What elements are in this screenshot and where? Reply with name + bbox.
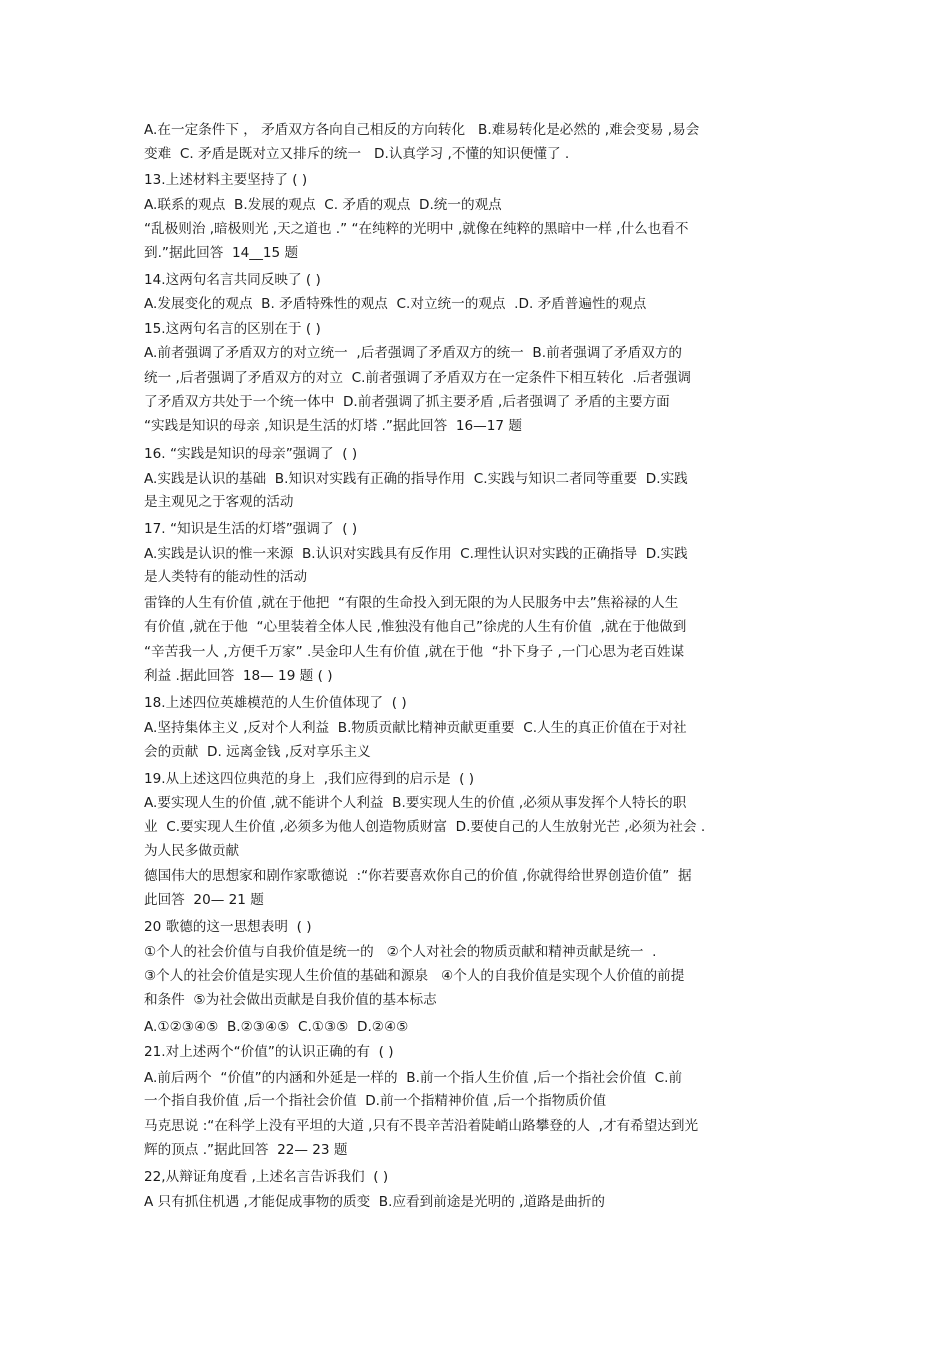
text-line: ③个人的社会价值是实现人生价值的基础和源泉 ④个人的自我价值是实现个人价值的前提 [144, 968, 685, 984]
text-line: A.实践是认识的基础 B.知识对实践有正确的指导作用 C.实践与知识二者同等重要 D.实践 [144, 471, 688, 487]
text-line: 和条件 ⑤为社会做出贡献是自我价值的基本标志 [144, 992, 437, 1008]
text-line: “辛苦我一人 ,方便千万家” .吴金印人生有价值 ,就在于他 “扑下身子 ,一门心思为老百姓谋 [144, 644, 685, 660]
text-line: 为人民多做贡献 [144, 843, 240, 859]
question-22: 22,从辩证角度看 ,上述名言告诉我们 ( ) [144, 1169, 389, 1185]
question-15: 15.这两句名言的区别在于 ( ) [144, 321, 321, 337]
text-line: A.联系的观点 B.发展的观点 C. 矛盾的观点 D.统一的观点 [144, 197, 502, 213]
text-line: A.在一定条件下 ， 矛盾双方各向自己相反的方向转化 B.难易转化是必然的 ,难会变易 ,易会 [144, 122, 700, 138]
question-21: 21.对上述两个“价值”的认识正确的有 ( ) [144, 1044, 394, 1060]
text-line: A.坚持集体主义 ,反对个人利益 B.物质贡献比精神贡献更重要 C.人生的真正价值在于对社 [144, 720, 687, 736]
text-line: 统一 ,后者强调了矛盾双方的对立 C.前者强调了矛盾双方在一定条件下相互转化 .后者强调 [144, 370, 692, 386]
text-line: A.前后两个 “价值”的内涵和外延是一样的 B.前一个指人生价值 ,后一个指社会价值 C.前 [144, 1070, 683, 1086]
question-17: 17. “知识是生活的灯塔”强调了 ( ) [144, 521, 358, 537]
text-line: A.发展变化的观点 B. 矛盾特殊性的观点 C.对立统一的观点 .D. 矛盾普遍性的观点 [144, 296, 647, 312]
text-line: 到.”据此回答 14__15 题 [144, 245, 299, 261]
text-line: 辉的顶点 .”据此回答 22— 23 题 [144, 1142, 348, 1158]
text-line: 会的贡献 D. 远离金钱 ,反对享乐主义 [144, 744, 371, 760]
text-line: A.实践是认识的惟一来源 B.认识对实践具有反作用 C.理性认识对实践的正确指导 D.实践 [144, 546, 688, 562]
text-line: 有价值 ,就在于他 “心里装着全体人民 ,惟独没有他自己”徐虎的人生有价值 ,就在于他做到 [144, 619, 687, 635]
question-20: 20 歌德的这一思想表明 ( ) [144, 919, 312, 935]
question-19: 19.从上述这四位典范的身上 ,我们应得到的启示是 ( ) [144, 771, 475, 787]
text-line: 德国伟大的思想家和剧作家歌德说 :“你若要喜欢你自己的价值 ,你就得给世界创造价值” 据 [144, 868, 692, 884]
text-line: 马克思说 :“在科学上没有平坦的大道 ,只有不畏辛苦沿着陡峭山路攀登的人 ,才有希望达到光 [144, 1118, 699, 1134]
text-line: 是主观见之于客观的活动 [144, 494, 294, 510]
question-13: 13.上述材料主要坚持了 ( ) [144, 172, 308, 188]
text-line: A 只有抓住机遇 ,才能促成事物的质变 B.应看到前途是光明的 ,道路是曲折的 [144, 1194, 606, 1210]
text-line: ①个人的社会价值与自我价值是统一的 ②个人对社会的物质贡献和精神贡献是统一 . [144, 944, 657, 960]
text-line: 了矛盾双方共处于一个统一体中 D.前者强调了抓主要矛盾 ,后者强调了 矛盾的主要方面 [144, 394, 670, 410]
text-line: 变难 C. 矛盾是既对立又排斥的统一 D.认真学习 ,不懂的知识便懂了 . [144, 146, 570, 162]
text-line: 业 C.要实现人生价值 ,必须多为他人创造物质财富 D.要使自己的人生放射光芒 ,必须为社会 . [144, 819, 706, 835]
text-line: “乱极则治 ,暗极则光 ,天之道也 .” “在纯粹的光明中 ,就像在纯粹的黑暗中一样 ,什么也看不 [144, 221, 689, 237]
text-line: 此回答 20— 21 题 [144, 892, 264, 908]
text-line: A.前者强调了矛盾双方的对立统一 ,后者强调了矛盾双方的统一 B.前者强调了矛盾双方的 [144, 345, 683, 361]
answer-options-20: A.①②③④⑤ B.②③④⑤ C.①③⑤ D.②④⑤ [144, 1019, 409, 1035]
text-line: 一个指自我价值 ,后一个指社会价值 D.前一个指精神价值 ,后一个指物质价值 [144, 1093, 607, 1109]
question-18: 18.上述四位英雄模范的人生价值体现了 ( ) [144, 695, 407, 711]
question-16: 16. “实践是知识的母亲”强调了 ( ) [144, 446, 358, 462]
text-line: 利益 .据此回答 18— 19 题 ( ) [144, 668, 333, 684]
text-line: “实践是知识的母亲 ,知识是生活的灯塔 .”据此回答 16—17 题 [144, 418, 522, 434]
text-line: A.要实现人生的价值 ,就不能讲个人利益 B.要实现人生的价值 ,必须从事发挥个人特长的职 [144, 795, 687, 811]
text-line: 雷锋的人生有价值 ,就在于他把 “有限的生命投入到无限的为人民服务中去”焦裕禄的人生 [144, 595, 679, 611]
question-14: 14.这两句名言共同反映了 ( ) [144, 272, 321, 288]
text-line: 是人类特有的能动性的活动 [144, 569, 308, 585]
